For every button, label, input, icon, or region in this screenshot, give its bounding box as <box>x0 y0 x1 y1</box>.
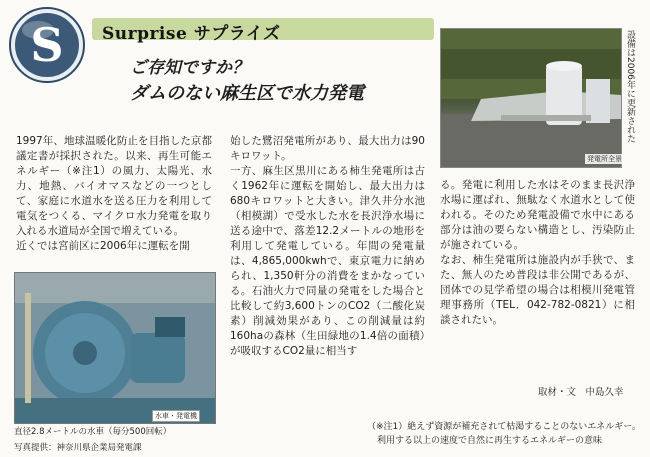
article-paragraph: 1997年、地球温暖化防止を目指した京都議定書が採択された。以来、再生可能エネルギー（※注1）の風力、太陽光、水力、地熱、バイオマスなどの一つとして、家庭に水道水を送る圧力を利用して電気をつくる、マイクロ水力発電を取り入れる水道局が全国で増えている。 <box>16 135 212 237</box>
photo-credit: 写真提供：神奈川県企業局発電課 <box>14 443 142 453</box>
logo-letter: S <box>30 18 64 72</box>
footnote-line: 利用する以上の速度で自然に再生するエネルギーの意味 <box>377 436 603 446</box>
headline-question: ご存知ですか？ <box>130 58 249 78</box>
footnote-line: （※注1）絶えず資源が補充されて枯渇することのないエネルギー。 <box>367 422 641 432</box>
footnote <box>367 420 641 448</box>
article-paragraph: る。発電に利用した水はそのまま長沢浄水場に運ばれ、無駄なく水道水として使われる。そのため発電設備で水中にある部分は油の要らない構造とし、汚染防止が施されている。 <box>440 179 635 251</box>
author-credit: 取材・文 中島久幸 <box>538 387 624 398</box>
renewal-note: 設備は2006年に更新された <box>625 30 635 143</box>
article-column-1 <box>16 134 212 254</box>
article-paragraph: 近くでは宮前区に2006年に運転を開 <box>16 240 190 252</box>
headline-title: ダムのない麻生区で水力発電 <box>130 83 364 104</box>
power-station-caption: 発電所全景 <box>587 155 622 163</box>
turbine-photo <box>14 272 216 424</box>
article-paragraph: 一方、麻生区黒川にある柿生発電所は古く1962年に運転を開始し、最大出力は680キロワットと大きい。津久井分水池（相模湖）で受水した水を長沢浄水場に送る途中で、落差12.2メートルの地形を利用して発電している。年間の発電量は、4,865,000kwhで、東京電力に納められ、1,350軒分の消費をまかなっている。石油火力で同量の発電をした場合と比較して約3,600トンのCO2（二酸化炭素）削減効果があり、この削減量は約160haの森林（生田緑地の1.4倍の面積）が吸収するCO2量に相当す <box>230 165 425 357</box>
series-logo <box>8 6 86 84</box>
turbine-caption: 直径2.8メートルの水車（毎分500回転） <box>14 427 172 437</box>
series-title: Surprise サプライズ <box>102 24 281 44</box>
article-column-3 <box>440 178 635 328</box>
article-column-2 <box>230 134 425 359</box>
turbine-label: 水車・発電機 <box>152 410 200 422</box>
power-station-photo <box>440 28 622 168</box>
article-paragraph: なお、柿生発電所は施設内が手狭で、また、無人のため普段は非公開であるが、団体での見学希望の場合は相模川発電管理事務所（TEL．042-782-0821）に相談されたい。 <box>440 254 635 326</box>
article-paragraph: 始した鷺沼発電所があり、最大出力は90キロワット。 <box>230 135 425 162</box>
